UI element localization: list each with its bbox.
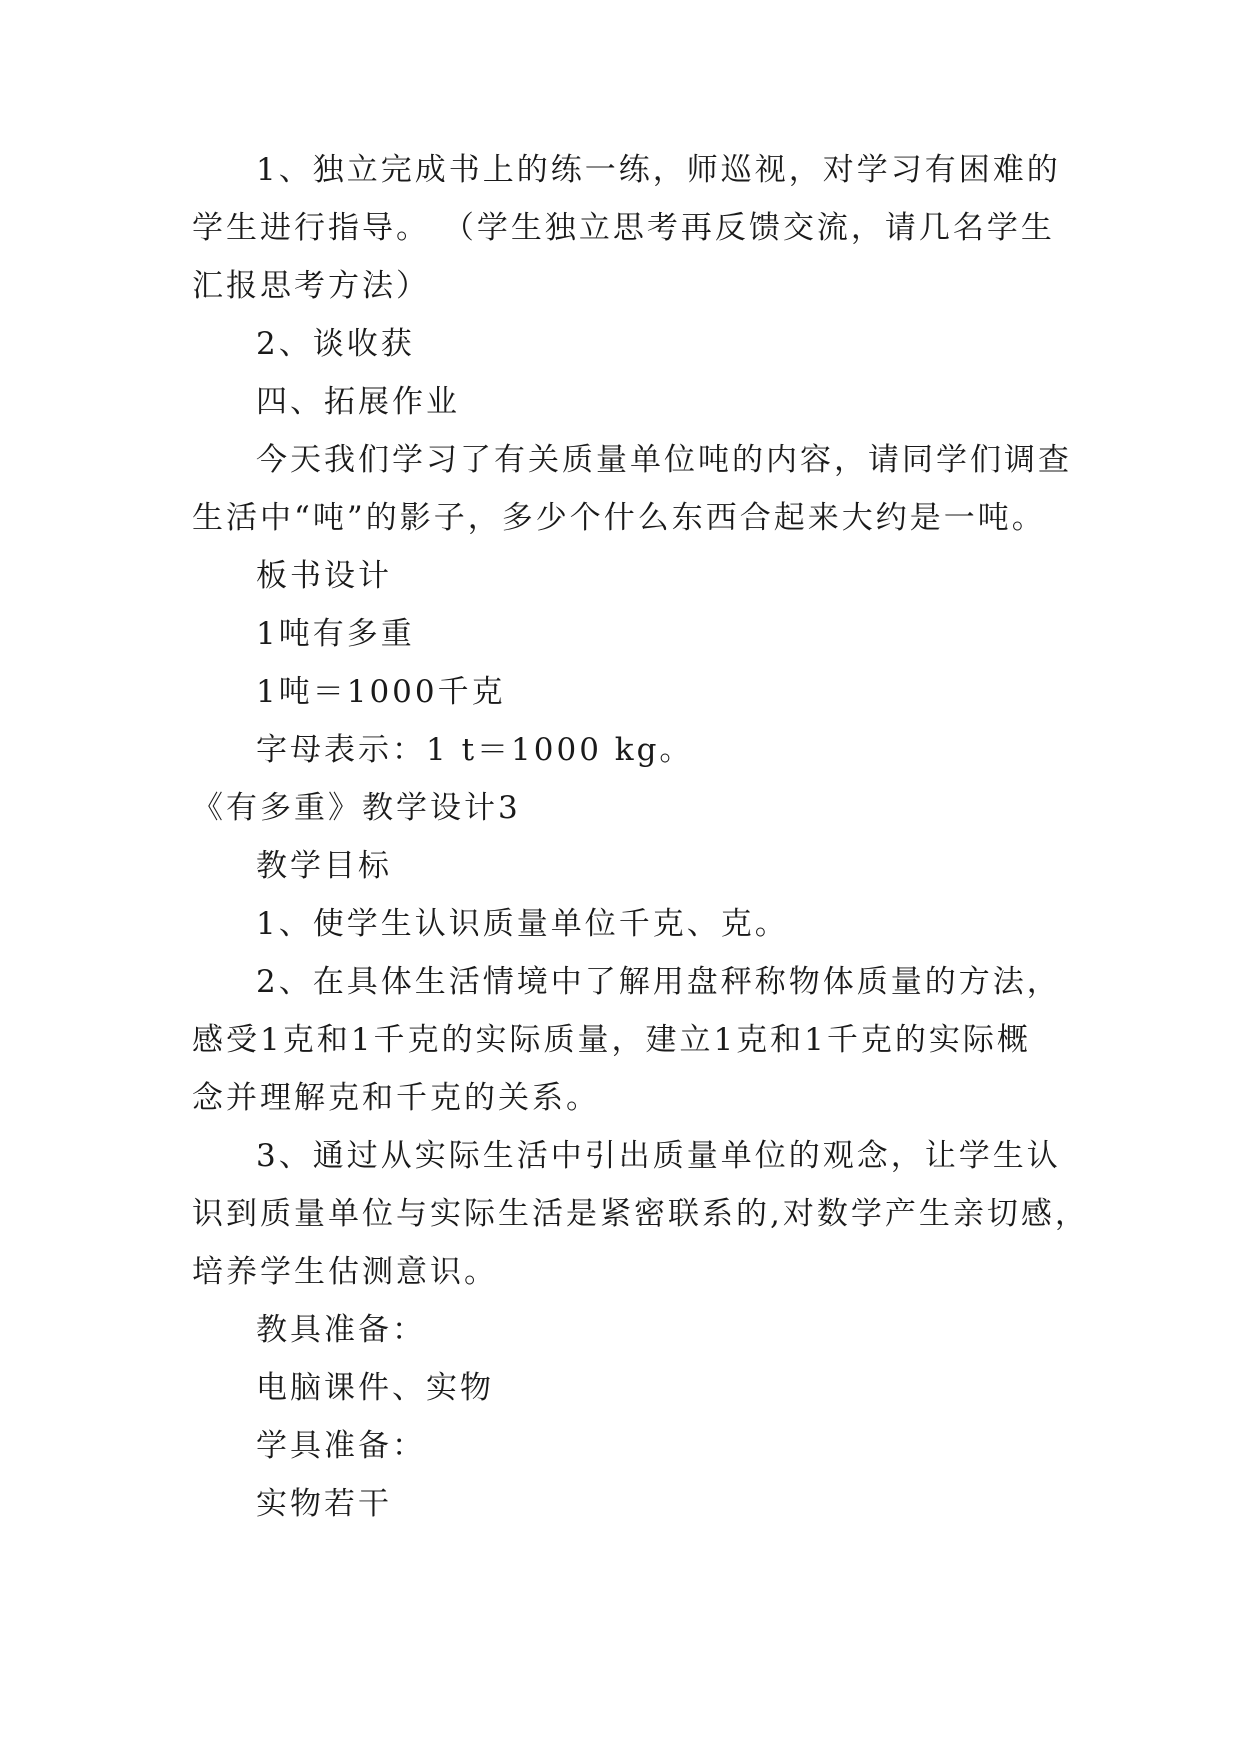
text-line: 识到质量单位与实际生活是紧密联系的,对数学产生亲切感， bbox=[192, 1196, 1089, 1232]
section-heading: 教具准备： bbox=[256, 1312, 426, 1348]
text-line: 1吨＝1000千克 bbox=[256, 674, 506, 710]
text-line: 感受1克和1千克的实际质量，建立1克和1千克的实际概 bbox=[192, 1022, 1031, 1058]
text-line: 2、在具体生活情境中了解用盘秤称物体质量的方法， bbox=[256, 964, 1061, 1000]
text-line: 2、谈收获 bbox=[256, 326, 415, 362]
text-line: 生活中“吨”的影子，多少个什么东西合起来大约是一吨。 bbox=[192, 500, 1046, 536]
text-line: 念并理解克和千克的关系。 bbox=[192, 1080, 600, 1116]
text-line: 电脑课件、实物 bbox=[256, 1370, 494, 1406]
text-line: 学生进行指导。 （学生独立思考再反馈交流，请几名学生 bbox=[192, 210, 1055, 246]
section-heading: 四、拓展作业 bbox=[256, 384, 460, 420]
text-line: 实物若干 bbox=[256, 1486, 392, 1522]
section-heading: 教学目标 bbox=[256, 848, 392, 884]
text-line: 今天我们学习了有关质量单位吨的内容，请同学们调查 bbox=[256, 442, 1072, 478]
text-line: 1、独立完成书上的练一练，师巡视，对学习有困难的 bbox=[256, 152, 1061, 188]
section-heading: 学具准备： bbox=[256, 1428, 426, 1464]
text-line: 3、通过从实际生活中引出质量单位的观念，让学生认 bbox=[256, 1138, 1061, 1174]
section-heading: 板书设计 bbox=[256, 558, 392, 594]
text-line: 汇报思考方法） bbox=[192, 268, 430, 304]
text-line: 1吨有多重 bbox=[256, 616, 415, 652]
text-line: 字母表示：1 t＝1000 kg。 bbox=[256, 732, 694, 768]
text-line: 培养学生估测意识。 bbox=[192, 1254, 498, 1290]
text-line: 1、使学生认识质量单位千克、克。 bbox=[256, 906, 789, 942]
document-title: 《有多重》教学设计3 bbox=[192, 790, 521, 826]
